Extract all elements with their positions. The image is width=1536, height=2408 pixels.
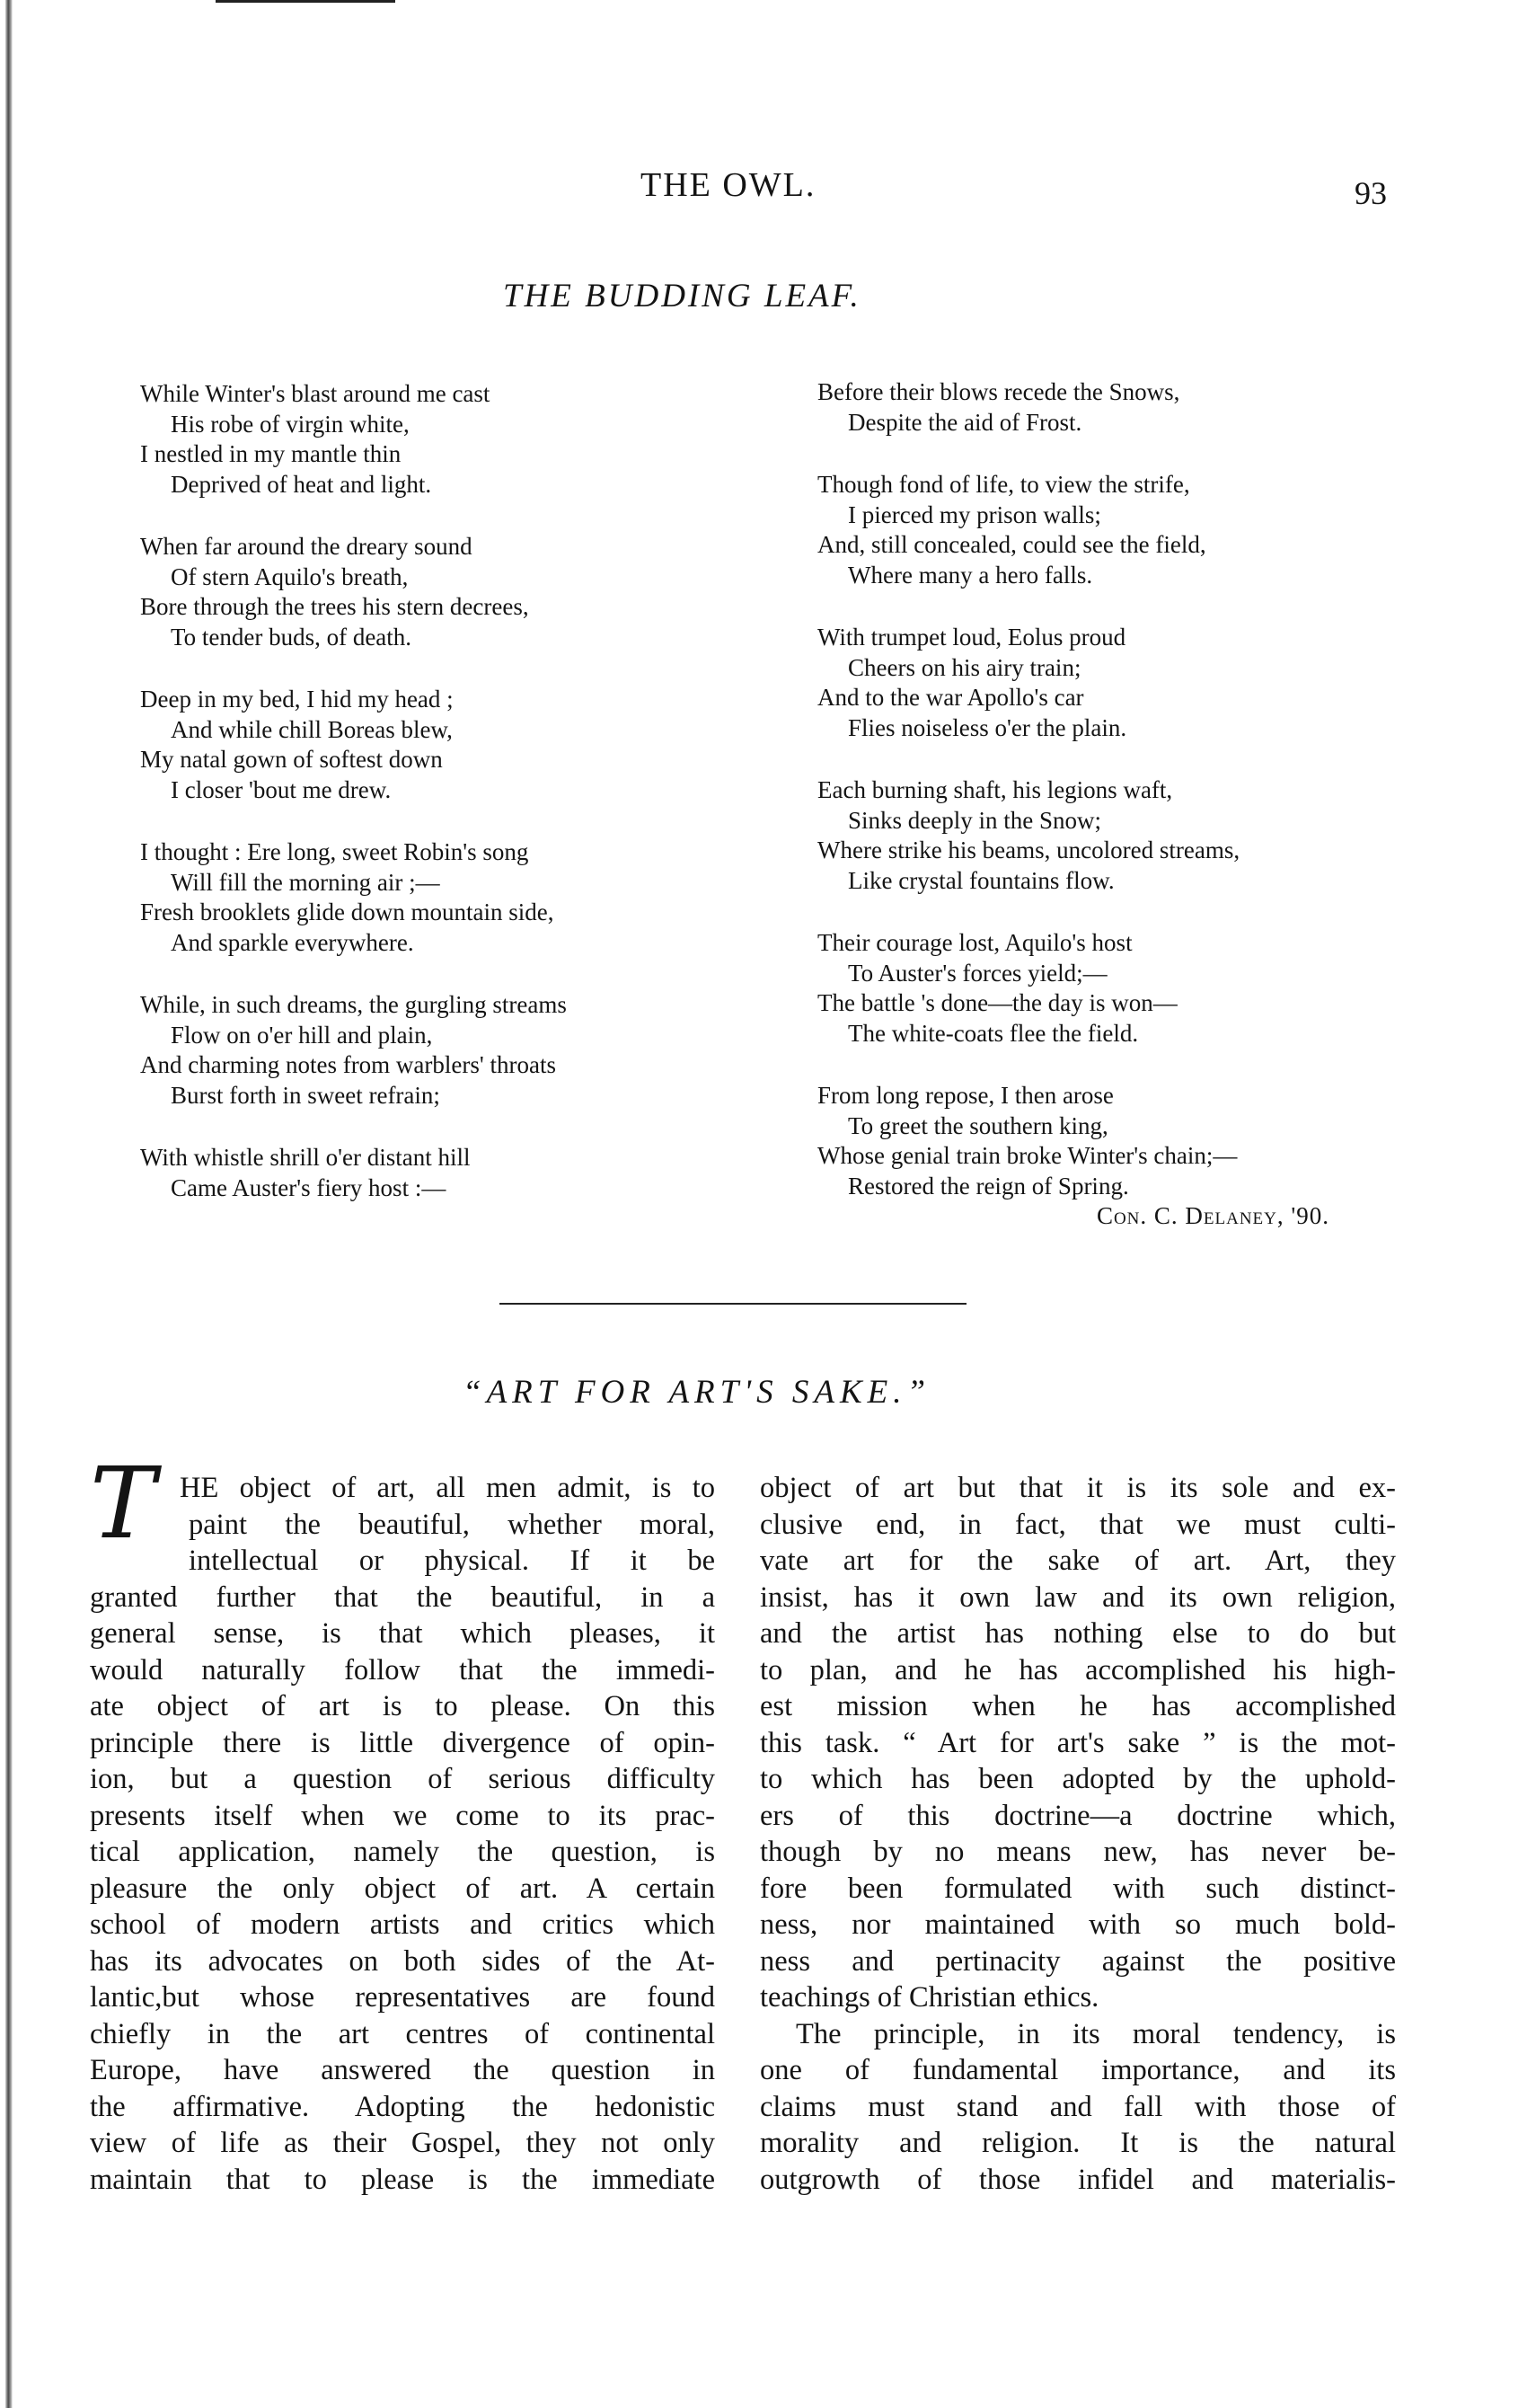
drop-cap: T xyxy=(90,1446,156,1561)
poem-stanza xyxy=(817,775,1410,896)
essay-line: claims must stand and fall with those of xyxy=(760,2090,1396,2123)
poem-title: THE BUDDING LEAF. xyxy=(503,278,861,314)
poem-line: Fresh brooklets glide down mountain side, xyxy=(140,899,554,925)
essay-line: this task. “ Art for art's sake ” is the mot- xyxy=(760,1726,1396,1759)
poem-line: When far around the dreary sound xyxy=(140,533,472,560)
poem-line: Sinks deeply in the Snow; xyxy=(848,806,1101,834)
essay-line: HE object of art, all men admit, is to xyxy=(180,1472,715,1504)
poem-line: And to the war Apollo's car xyxy=(817,684,1084,711)
essay-line: would naturally follow that the immedi- xyxy=(90,1653,715,1686)
essay-line: object of art but that it is its sole and ex- xyxy=(760,1472,1396,1504)
poem-line: I pierced my prison walls; xyxy=(848,500,1101,528)
essay-line: though by no means new, has never be- xyxy=(760,1836,1396,1868)
poem-line: Their courage lost, Aquilo's host xyxy=(817,929,1133,956)
poem-stanza xyxy=(140,685,733,805)
essay-line: clusive end, in fact, that we must culti- xyxy=(760,1508,1396,1541)
essay-line: to plan, and he has accomplished his high- xyxy=(760,1653,1396,1686)
essay-line: outgrowth of those infidel and materialis- xyxy=(760,2163,1396,2196)
poem-line: Though fond of life, to view the strife, xyxy=(817,471,1190,498)
poem-stanza xyxy=(817,377,1410,438)
essay-line: chiefly in the art centres of continental xyxy=(90,2017,715,2050)
poem-line: Bore through the trees his stern decrees, xyxy=(140,593,529,620)
essay-line: pleasure the only object of art. A certain xyxy=(90,1872,715,1905)
poem-line: And while chill Boreas blew, xyxy=(171,715,453,743)
poem-line: While, in such dreams, the gurgling streams xyxy=(140,991,567,1018)
poem-line: To greet the southern king, xyxy=(848,1111,1108,1139)
essay-line: tical application, namely the question, is xyxy=(90,1836,715,1868)
poem-line: Cheers on his airy train; xyxy=(848,653,1081,681)
poem-line: And, still concealed, could see the field, xyxy=(817,531,1206,558)
poem-line: Burst forth in sweet refrain; xyxy=(171,1081,440,1109)
essay-line: fore been formulated with such distinct- xyxy=(760,1872,1396,1905)
essay-line: has its advocates on both sides of the At- xyxy=(90,1944,715,1978)
page-binding-edge xyxy=(5,0,13,2408)
poem-line: With whistle shrill o'er distant hill xyxy=(140,1144,471,1171)
poem-line: Like crystal fountains flow. xyxy=(848,866,1115,894)
essay-line: morality and religion. It is the natural xyxy=(760,2127,1396,2159)
poem-line: My natal gown of softest down xyxy=(140,746,443,773)
poem-line: To tender buds, of death. xyxy=(171,623,412,651)
poem-line: Flies noiseless o'er the plain. xyxy=(848,713,1127,741)
essay-left-column xyxy=(90,1470,715,2198)
essay-line: ion, but a question of serious difficulty xyxy=(90,1763,715,1795)
essay-line: ness and pertinacity against the positive xyxy=(760,1944,1396,1978)
poem-line: Despite the aid of Frost. xyxy=(848,408,1082,436)
poem-line: The battle 's done—the day is won— xyxy=(817,989,1178,1016)
essay-line: principle there is little divergence of opin- xyxy=(90,1726,715,1759)
essay-title: “ART FOR ART'S SAKE.” xyxy=(463,1374,931,1411)
essay-line: The principle, in its moral tendency, is xyxy=(796,2017,1396,2050)
poem-stanza xyxy=(140,379,733,500)
poem-line: And sparkle everywhere. xyxy=(171,928,414,956)
essay-line: and the artist has nothing else to do but xyxy=(760,1617,1396,1650)
poem-line: I thought : Ere long, sweet Robin's song xyxy=(140,838,529,865)
poem-line: To Auster's forces yield;— xyxy=(848,959,1108,987)
poem-line: With trumpet loud, Eolus proud xyxy=(817,624,1126,651)
poem-line: From long repose, I then arose xyxy=(817,1082,1114,1109)
poem-stanza xyxy=(140,837,733,958)
poem-stanza xyxy=(817,623,1410,743)
poem-line: Will fill the morning air ;— xyxy=(171,868,440,896)
poem-signature: Con. C. Delaney, '90. xyxy=(1096,1202,1329,1229)
section-divider xyxy=(499,1303,967,1305)
essay-line: one of fundamental importance, and its xyxy=(760,2054,1396,2086)
poem-right-column xyxy=(817,377,1410,1232)
poem-line: Came Auster's fiery host :— xyxy=(171,1173,446,1201)
poem-stanza xyxy=(140,990,733,1111)
poem-line: And charming notes from warblers' throats xyxy=(140,1051,556,1078)
poem-line: Restored the reign of Spring. xyxy=(848,1172,1129,1200)
poem-line: I nestled in my mantle thin xyxy=(140,440,402,467)
poem-stanza xyxy=(817,1081,1410,1201)
poem-stanza xyxy=(817,470,1410,590)
poem-stanza xyxy=(817,928,1410,1049)
essay-line: maintain that to please is the immediate xyxy=(90,2163,715,2196)
essay-line: Europe, have answered the question in xyxy=(90,2054,715,2086)
essay-line: ers of this doctrine—a doctrine which, xyxy=(760,1799,1396,1832)
essay-right-column xyxy=(760,1470,1396,2198)
essay-line: view of life as their Gospel, they not only xyxy=(90,2127,715,2159)
page-number: 93 xyxy=(1355,175,1387,211)
running-head: THE OWL. xyxy=(640,166,817,204)
poem-line: The white-coats flee the field. xyxy=(848,1019,1139,1047)
essay-line: general sense, is that which pleases, it xyxy=(90,1617,715,1650)
essay-line: est mission when he has accomplished xyxy=(760,1690,1396,1722)
essay-line: lantic,but whose representatives are found xyxy=(90,1981,715,2014)
essay-line: ate object of art is to please. On this xyxy=(90,1690,715,1722)
poem-stanza xyxy=(140,1143,733,1203)
essay-line: presents itself when we come to its prac- xyxy=(90,1799,715,1832)
top-rule xyxy=(216,0,395,3)
poem-line: I closer 'bout me drew. xyxy=(171,775,392,803)
poem-line: Whose genial train broke Winter's chain;— xyxy=(817,1142,1238,1169)
essay-line: school of modern artists and critics which xyxy=(90,1908,715,1941)
poem-stanza xyxy=(140,532,733,652)
essay-line: the affirmative. Adopting the hedonistic xyxy=(90,2090,715,2123)
poem-line: Before their blows recede the Snows, xyxy=(817,378,1180,405)
poem-line: Where strike his beams, uncolored streams, xyxy=(817,837,1240,863)
essay-line: insist, has it own law and its own religion, xyxy=(760,1580,1396,1614)
essay-line: granted further that the beautiful, in a xyxy=(90,1580,715,1614)
poem-line: His robe of virgin white, xyxy=(171,410,410,438)
poem-left-column xyxy=(140,379,733,1235)
essay-line: ness, nor maintained with so much bold- xyxy=(760,1908,1396,1941)
poem-line: Each burning shaft, his legions waft, xyxy=(817,776,1173,803)
poem-line: Deprived of heat and light. xyxy=(171,470,432,498)
essay-line: vate art for the sake of art. Art, they xyxy=(760,1545,1396,1577)
poem-line: Of stern Aquilo's breath, xyxy=(171,562,409,590)
essay-line: to which has been adopted by the uphold- xyxy=(760,1763,1396,1795)
essay-line: intellectual or physical. If it be xyxy=(189,1545,715,1577)
poem-line: Deep in my bed, I hid my head ; xyxy=(140,686,454,713)
essay-line: teachings of Christian ethics. xyxy=(760,1981,1099,2014)
poem-line: Where many a hero falls. xyxy=(848,561,1093,589)
poem-line: While Winter's blast around me cast xyxy=(140,380,490,407)
essay-line: paint the beautiful, whether moral, xyxy=(189,1508,715,1541)
poem-line: Flow on o'er hill and plain, xyxy=(171,1021,433,1049)
